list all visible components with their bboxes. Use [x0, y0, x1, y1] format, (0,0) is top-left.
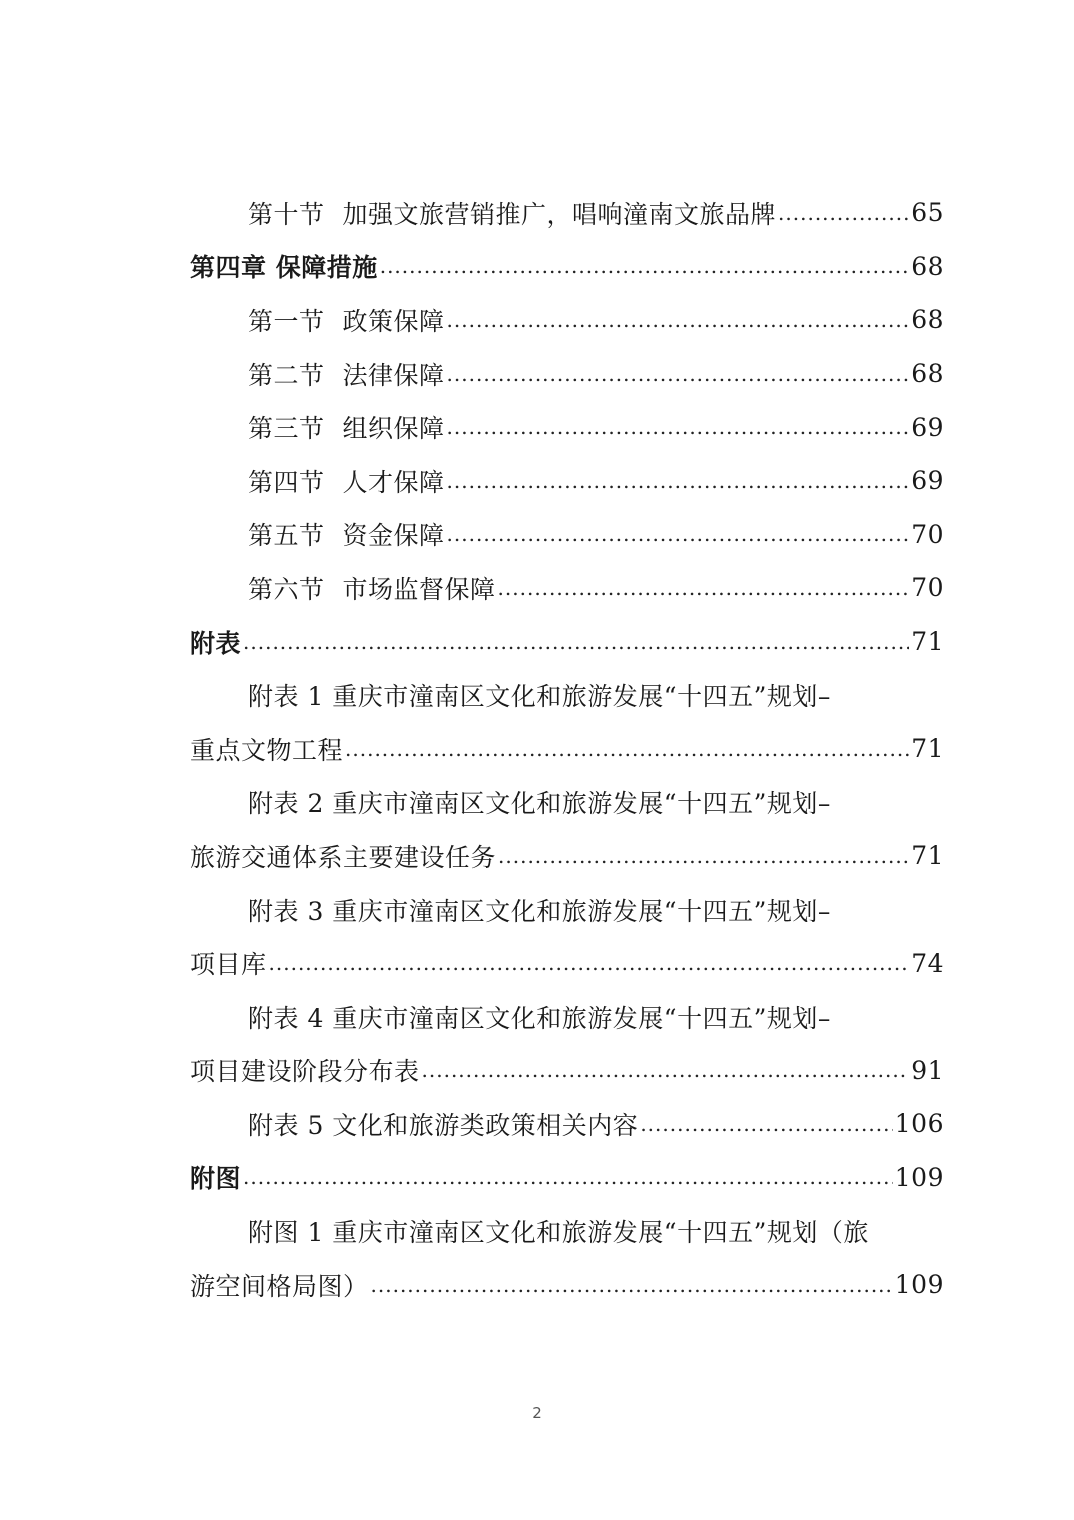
- toc-entry-section-1[interactable]: [190, 293, 944, 347]
- toc-entry-table-4-line2[interactable]: [190, 1044, 944, 1098]
- toc-entry-table-2-line2[interactable]: [190, 829, 944, 883]
- toc-page-number: 68: [911, 305, 944, 335]
- toc-leader-dots: [778, 201, 909, 225]
- toc-entry-number: 第六节: [248, 574, 325, 604]
- toc-entry-title: 附表 1 重庆市潼南区文化和旅游发展“十四五”规划–: [248, 682, 831, 712]
- toc-page-number: 109: [894, 1270, 944, 1300]
- toc-entry-title: 政策保障: [342, 306, 445, 336]
- toc-page-number: 65: [911, 198, 944, 228]
- toc-entry-number: 第一节: [248, 306, 325, 336]
- toc-entry-title: 第四章 保障措施: [190, 253, 378, 283]
- toc-page-number: 71: [911, 734, 944, 764]
- toc-entry-table-4-line1[interactable]: [190, 990, 944, 1044]
- toc-entry-chapter-4[interactable]: [190, 240, 944, 294]
- toc-page-number: 68: [911, 359, 944, 389]
- toc-entry-section-6[interactable]: [190, 561, 944, 615]
- toc-page-number: 71: [911, 627, 944, 657]
- toc-leader-dots: [447, 469, 910, 493]
- toc-entry-figure-1-line2[interactable]: [190, 1258, 944, 1312]
- toc-page-number: 68: [911, 251, 944, 281]
- toc-leader-dots: [345, 737, 909, 761]
- toc-entry-title: 重点文物工程: [190, 735, 344, 765]
- toc-page-number: 91: [911, 1055, 944, 1085]
- toc-entry-title: 旅游交通体系主要建设任务: [190, 842, 497, 872]
- toc-entry-table-3-line2[interactable]: [190, 936, 944, 990]
- toc-leader-dots: [243, 1165, 893, 1189]
- toc-entry-title: 资金保障: [342, 521, 445, 551]
- toc-entry-title: 市场监督保障: [342, 574, 496, 604]
- toc-entry-title: 组织保障: [342, 414, 445, 444]
- toc-page-number: 109: [894, 1162, 944, 1192]
- toc-page-number: 69: [911, 466, 944, 496]
- toc-leader-dots: [447, 522, 910, 546]
- toc-entry-appendix-figures[interactable]: [190, 1151, 944, 1205]
- toc-entry-title: 加强文旅营销推广，唱响潼南文旅品牌: [342, 199, 777, 229]
- toc-entry-section-2[interactable]: [190, 347, 944, 401]
- toc-entry-section-10[interactable]: [190, 186, 944, 240]
- toc-leader-dots: [371, 1273, 893, 1297]
- toc-entry-appendix-tables[interactable]: [190, 615, 944, 669]
- toc-entry-number: 第四节: [248, 467, 325, 497]
- toc-page-number: 70: [911, 519, 944, 549]
- toc-entry-title: 游空间格局图）: [190, 1271, 369, 1301]
- toc-entry-title: 人才保障: [342, 467, 445, 497]
- toc-entry-table-5[interactable]: [190, 1097, 944, 1151]
- toc-entry-table-1-line2[interactable]: [190, 722, 944, 776]
- toc-entry-section-3[interactable]: [190, 400, 944, 454]
- toc-leader-dots: [498, 576, 910, 600]
- toc-leader-dots: [447, 308, 910, 332]
- table-of-contents: [190, 186, 944, 1311]
- toc-entry-number: 第三节: [248, 414, 325, 444]
- toc-entry-table-2-line1[interactable]: [190, 776, 944, 830]
- toc-entry-number: 第五节: [248, 521, 325, 551]
- toc-entry-title: 附表 4 重庆市潼南区文化和旅游发展“十四五”规划–: [248, 1003, 831, 1033]
- toc-page-number: 71: [911, 841, 944, 871]
- page-number-footer: 2: [532, 1404, 542, 1422]
- toc-entry-section-4[interactable]: [190, 454, 944, 508]
- toc-page-number: 106: [894, 1109, 944, 1139]
- toc-entry-table-1-line1[interactable]: [190, 668, 944, 722]
- toc-leader-dots: [447, 362, 910, 386]
- toc-entry-title: 附图: [190, 1164, 242, 1194]
- toc-leader-dots: [498, 844, 909, 868]
- toc-entry-title: 附图 1 重庆市潼南区文化和旅游发展“十四五”规划（旅: [248, 1218, 869, 1248]
- toc-entry-figure-1-line1[interactable]: [190, 1204, 944, 1258]
- toc-page-number: 69: [911, 412, 944, 442]
- toc-entry-title: 附表 5 文化和旅游类政策相关内容: [248, 1110, 639, 1140]
- toc-entry-title: 附表 2 重庆市潼南区文化和旅游发展“十四五”规划–: [248, 789, 831, 819]
- toc-entry-title: 法律保障: [342, 360, 445, 390]
- toc-entry-table-3-line1[interactable]: [190, 883, 944, 937]
- toc-entry-section-5[interactable]: [190, 508, 944, 562]
- toc-leader-dots: [447, 415, 910, 439]
- toc-entry-title: 附表 3 重庆市潼南区文化和旅游发展“十四五”规划–: [248, 896, 831, 926]
- toc-entry-title: 项目建设阶段分布表: [190, 1057, 420, 1087]
- toc-entry-number: 第二节: [248, 360, 325, 390]
- toc-leader-dots: [422, 1058, 910, 1082]
- toc-entry-title: 附表: [190, 628, 242, 658]
- toc-leader-dots: [640, 1112, 892, 1136]
- toc-leader-dots: [243, 630, 909, 654]
- toc-leader-dots: [269, 951, 910, 975]
- toc-page-number: 74: [911, 948, 944, 978]
- toc-leader-dots: [380, 254, 909, 278]
- toc-entry-title: 项目库: [190, 950, 267, 980]
- toc-page-number: 70: [911, 573, 944, 603]
- toc-entry-number: 第十节: [248, 199, 325, 229]
